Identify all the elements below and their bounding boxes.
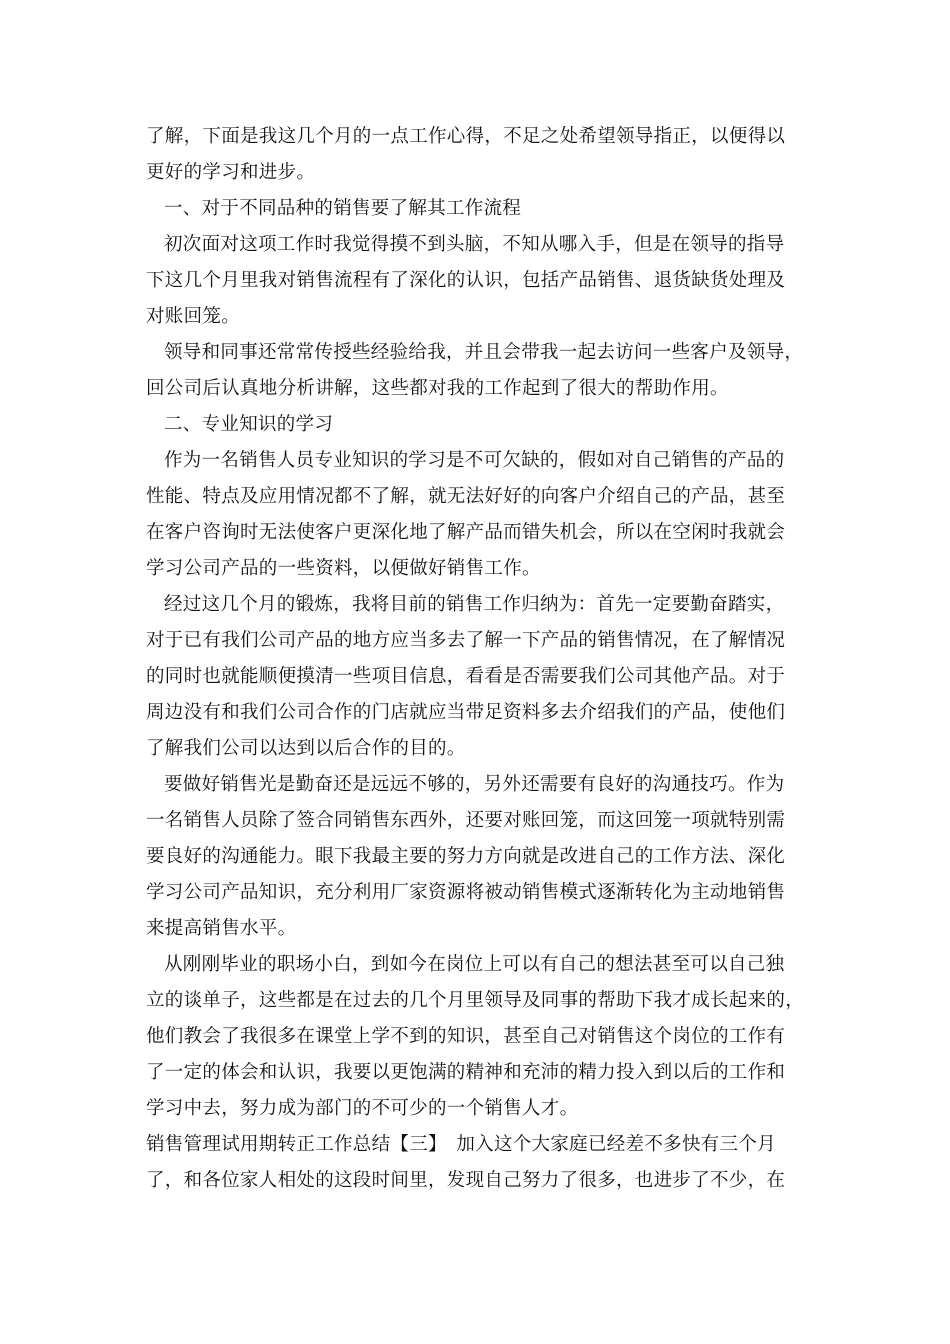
paragraph-first-line: 初次面对这项工作时我觉得摸不到头脑，不知从哪入手，但是在领导的指导 <box>164 234 785 255</box>
text-line: 性能、特点及应用情况都不了解，就无法好好的向客户介绍自己的产品，甚至 <box>146 486 786 507</box>
text-line: 了解我们公司以达到以后合作的目的。 <box>146 738 466 759</box>
text-line: 在客户咨询时无法使客户更深化地了解产品而错失机会，所以在空闲时我就会 <box>146 522 786 543</box>
text-line: 学习公司产品的一些资料，以便做好销售工作。 <box>146 558 541 579</box>
text-line: 回公司后认真地分析讲解，这些都对我的工作起到了很大的帮助作用。 <box>146 378 729 399</box>
section-title-line: 销售管理试用期转正工作总结【三】 加入这个大家庭已经差不多快有三个月 <box>146 1134 776 1155</box>
text-line: 了一定的体会和认识，我要以更饱满的精神和充沛的精力投入到以后的工作和 <box>146 1062 786 1083</box>
text-line: 对于已有我们公司产品的地方应当多去了解一下产品的销售情况，在了解情况 <box>146 630 786 651</box>
paragraph-first-line: 要做好销售光是勤奋还是远远不够的，另外还需要有良好的沟通技巧。作为 <box>164 774 785 795</box>
section-heading: 一、对于不同品种的销售要了解其工作流程 <box>164 198 522 219</box>
paragraph-first-line: 作为一名销售人员专业知识的学习是不可欠缺的，假如对自己销售的产品的 <box>164 450 785 471</box>
section-heading: 二、专业知识的学习 <box>164 414 334 435</box>
text-line: 了解，下面是我这几个月的一点工作心得，不足之处希望领导指正，以便得以 <box>146 126 786 147</box>
text-line: 他们教会了我很多在课堂上学不到的知识，甚至自己对销售这个岗位的工作有 <box>146 1026 786 1047</box>
text-line: 立的谈单子，这些都是在过去的几个月里领导及同事的帮助下我才成长起来的， <box>146 990 805 1011</box>
text-line: 更好的学习和进步。 <box>146 162 316 183</box>
text-line: 要良好的沟通能力。眼下我最主要的努力方向就是改进自己的工作方法、深化 <box>146 846 786 867</box>
text-line: 学习公司产品知识，充分利用厂家资源将被动销售模式逐渐转化为主动地销售 <box>146 882 786 903</box>
text-line: 对账回笼。 <box>146 306 241 327</box>
text-line: 一名销售人员除了签合同销售东西外，还要对账回笼，而这回笼一项就特别需 <box>146 810 786 831</box>
text-line: 来提高销售水平。 <box>146 918 297 939</box>
paragraph-first-line: 从刚刚毕业的职场小白，到如今在岗位上可以有自己的想法甚至可以自己独 <box>164 954 785 975</box>
text-line: 周边没有和我们公司合作的门店就应当带足资料多去介绍我们的产品，使他们 <box>146 702 786 723</box>
text-line: 了，和各位家人相处的这段时间里，发现自己努力了很多，也进步了不少，在 <box>146 1170 786 1191</box>
paragraph-first-line: 经过这几个月的锻炼，我将目前的销售工作归纳为：首先一定要勤奋踏实， <box>164 594 785 615</box>
text-line: 下这几个月里我对销售流程有了深化的认识，包括产品销售、退货缺货处理及 <box>146 270 786 291</box>
paragraph-first-line: 领导和同事还常常传授些经验给我，并且会带我一起去访问一些客户及领导， <box>164 342 804 363</box>
text-line: 的同时也就能顺便摸清一些项目信息，看看是否需要我们公司其他产品。对于 <box>146 666 786 687</box>
text-line: 学习中去，努力成为部门的不可少的一个销售人才。 <box>146 1098 579 1119</box>
document-body <box>146 119 806 1199</box>
